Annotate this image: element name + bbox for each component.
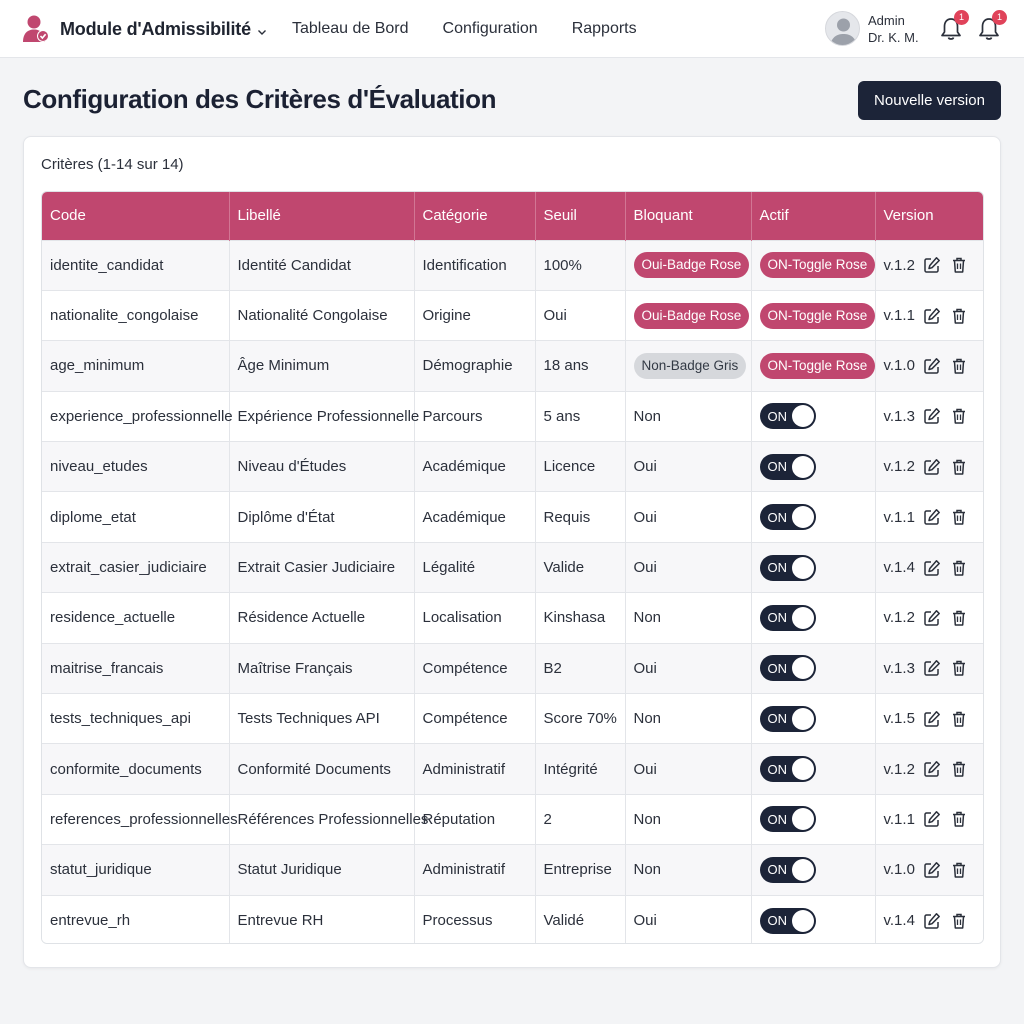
version-value: v.1.4 xyxy=(883,559,915,577)
trash-icon[interactable] xyxy=(950,307,968,325)
cell-blocking xyxy=(625,845,751,895)
cell-code: tests_techniques_api xyxy=(42,694,229,744)
trash-icon[interactable] xyxy=(950,710,968,728)
toggle-knob xyxy=(792,910,814,932)
main-nav xyxy=(292,0,671,58)
cell-version xyxy=(875,542,984,592)
active-toggle-label: ON xyxy=(767,509,787,525)
user-role: Admin xyxy=(868,12,905,28)
user-info xyxy=(868,12,919,46)
cell-blocking xyxy=(625,492,751,542)
cell-label: Entrevue RH xyxy=(229,895,414,944)
user-menu[interactable] xyxy=(825,11,919,46)
edit-icon[interactable] xyxy=(923,508,941,526)
criteria-count-caption: Critères (1-14 sur 14) xyxy=(41,156,184,173)
trash-icon[interactable] xyxy=(950,609,968,627)
active-toggle-label: ON xyxy=(767,610,787,626)
version-value: v.1.1 xyxy=(883,307,915,325)
cell-version xyxy=(875,442,984,492)
version-value: v.1.1 xyxy=(883,810,915,828)
cell-blocking xyxy=(625,744,751,794)
cell-threshold: Score 70% xyxy=(535,694,625,744)
edit-icon[interactable] xyxy=(923,559,941,577)
blocking-value: Non xyxy=(633,710,662,728)
table-row[interactable] xyxy=(42,341,984,391)
cell-code: maitrise_francais xyxy=(42,643,229,693)
active-toggle[interactable] xyxy=(760,605,816,631)
cell-active xyxy=(751,542,875,592)
table-header xyxy=(42,192,984,240)
active-toggle[interactable] xyxy=(760,908,816,934)
version-value: v.1.3 xyxy=(883,407,915,425)
cell-version xyxy=(875,240,984,290)
cell-label: Statut Juridique xyxy=(229,845,414,895)
active-toggle[interactable] xyxy=(760,504,816,530)
cell-threshold: Kinshasa xyxy=(535,593,625,643)
cell-version xyxy=(875,845,984,895)
brand[interactable] xyxy=(22,13,267,45)
cell-active xyxy=(751,845,875,895)
active-toggle-label: ON xyxy=(767,459,787,475)
cell-version xyxy=(875,694,984,744)
edit-icon[interactable] xyxy=(923,357,941,375)
cell-version xyxy=(875,341,984,391)
cell-category: Réputation xyxy=(414,794,535,844)
active-toggle-label: ON xyxy=(767,761,787,777)
trash-icon[interactable] xyxy=(950,861,968,879)
cell-blocking xyxy=(625,542,751,592)
cell-threshold: B2 xyxy=(535,643,625,693)
cell-blocking xyxy=(625,794,751,844)
cell-category: Localisation xyxy=(414,593,535,643)
toggle-knob xyxy=(792,859,814,881)
column-header-category[interactable]: Catégorie xyxy=(414,192,535,240)
active-toggle-label: ON xyxy=(767,913,787,929)
alert-count-badge: 1 xyxy=(992,10,1007,25)
cell-code: niveau_etudes xyxy=(42,442,229,492)
cell-category: Administratif xyxy=(414,744,535,794)
cell-code: identite_candidat xyxy=(42,240,229,290)
toggle-knob xyxy=(792,405,814,427)
trash-icon[interactable] xyxy=(950,357,968,375)
cell-threshold: Entreprise xyxy=(535,845,625,895)
cell-category: Identification xyxy=(414,240,535,290)
edit-icon[interactable] xyxy=(923,760,941,778)
cell-version xyxy=(875,492,984,542)
table-row[interactable] xyxy=(42,391,984,441)
cell-category: Compétence xyxy=(414,643,535,693)
active-toggle[interactable]: ON-Toggle Rose xyxy=(760,353,876,379)
active-toggle-label: ON xyxy=(767,660,787,676)
table-row[interactable] xyxy=(42,593,984,643)
column-header-active[interactable]: Actif xyxy=(751,192,875,240)
active-toggle[interactable] xyxy=(760,403,816,429)
criteria-table-wrapper xyxy=(41,191,984,944)
cell-category: Démographie xyxy=(414,341,535,391)
edit-icon[interactable] xyxy=(923,710,941,728)
cell-version xyxy=(875,290,984,340)
trash-icon[interactable] xyxy=(950,407,968,425)
app-title: Module d'Admissibilité xyxy=(60,18,251,39)
cell-blocking xyxy=(625,240,751,290)
cell-label: Résidence Actuelle xyxy=(229,593,414,643)
column-header-label[interactable]: Libellé xyxy=(229,192,414,240)
blocking-badge[interactable]: Oui-Badge Rose xyxy=(634,303,750,329)
version-value: v.1.2 xyxy=(883,609,915,627)
edit-icon[interactable] xyxy=(923,407,941,425)
active-toggle-label: ON xyxy=(767,560,787,576)
trash-icon[interactable] xyxy=(950,458,968,476)
column-header-code[interactable]: Code xyxy=(42,192,229,240)
cell-active xyxy=(751,391,875,441)
version-value: v.1.2 xyxy=(883,256,915,274)
cell-code: references_professionnelles xyxy=(42,794,229,844)
active-toggle[interactable] xyxy=(760,756,816,782)
trash-icon[interactable] xyxy=(950,760,968,778)
version-value: v.1.3 xyxy=(883,659,915,677)
cell-label: Identité Candidat xyxy=(229,240,414,290)
toggle-knob xyxy=(792,607,814,629)
cell-active xyxy=(751,341,875,391)
version-value: v.1.2 xyxy=(883,458,915,476)
table-row[interactable] xyxy=(42,542,984,592)
toggle-knob xyxy=(792,456,814,478)
blocking-value: Oui xyxy=(633,760,657,778)
cell-code: experience_professionnelle xyxy=(42,391,229,441)
cell-label: Âge Minimum xyxy=(229,341,414,391)
cell-category: Processus xyxy=(414,895,535,944)
cell-label: Niveau d'Études xyxy=(229,442,414,492)
active-toggle-label: ON xyxy=(767,711,787,727)
top-navbar xyxy=(0,0,1024,58)
blocking-value: Oui xyxy=(633,508,657,526)
chevron-down-icon[interactable] xyxy=(257,24,267,34)
cell-active xyxy=(751,290,875,340)
cell-version xyxy=(875,391,984,441)
column-header-blocking[interactable]: Bloquant xyxy=(625,192,751,240)
new-version-button[interactable]: Nouvelle version xyxy=(858,81,1001,120)
toggle-knob xyxy=(792,708,814,730)
edit-icon[interactable] xyxy=(923,861,941,879)
edit-icon[interactable] xyxy=(923,256,941,274)
cell-threshold: 5 ans xyxy=(535,391,625,441)
active-toggle[interactable] xyxy=(760,655,816,681)
column-header-version[interactable]: Version xyxy=(875,192,984,240)
active-toggle-label: ON xyxy=(767,811,787,827)
nav-item-configuration[interactable]: Configuration xyxy=(442,20,538,37)
active-toggle[interactable] xyxy=(760,555,816,581)
cell-active xyxy=(751,694,875,744)
version-value: v.1.1 xyxy=(883,508,915,526)
cell-threshold: Oui xyxy=(535,290,625,340)
cell-label: Expérience Professionnelle xyxy=(229,391,414,441)
table-row[interactable] xyxy=(42,794,984,844)
version-value: v.1.4 xyxy=(883,912,915,930)
cell-label: Extrait Casier Judiciaire xyxy=(229,542,414,592)
cell-active xyxy=(751,794,875,844)
cell-blocking xyxy=(625,694,751,744)
toggle-knob xyxy=(792,557,814,579)
table-row[interactable] xyxy=(42,240,984,290)
table-row[interactable] xyxy=(42,492,984,542)
user-name: Dr. K. M. xyxy=(868,29,919,45)
cell-active xyxy=(751,643,875,693)
table-row[interactable] xyxy=(42,895,984,944)
cell-active xyxy=(751,492,875,542)
cell-blocking xyxy=(625,895,751,944)
cell-code: conformite_documents xyxy=(42,744,229,794)
page-title: Configuration des Critères d'Évaluation xyxy=(23,84,497,114)
cell-version xyxy=(875,895,984,944)
alerts-bell-icon[interactable] xyxy=(977,12,1002,42)
edit-icon[interactable] xyxy=(923,810,941,828)
active-toggle[interactable]: ON-Toggle Rose xyxy=(760,303,876,329)
active-toggle-label: ON xyxy=(767,408,787,424)
notification-count-badge: 1 xyxy=(954,10,969,25)
cell-version xyxy=(875,794,984,844)
edit-icon[interactable] xyxy=(923,659,941,677)
cell-active xyxy=(751,744,875,794)
cell-label: Références Professionnelles xyxy=(229,794,414,844)
cell-label: Maîtrise Français xyxy=(229,643,414,693)
cell-blocking xyxy=(625,593,751,643)
toggle-knob xyxy=(792,657,814,679)
cell-active xyxy=(751,895,875,944)
active-toggle[interactable] xyxy=(760,706,816,732)
version-value: v.1.2 xyxy=(883,760,915,778)
cell-version xyxy=(875,744,984,794)
avatar[interactable] xyxy=(825,11,860,46)
blocking-value: Oui xyxy=(633,559,657,577)
active-toggle[interactable] xyxy=(760,806,816,832)
cell-category: Origine xyxy=(414,290,535,340)
cell-threshold: 18 ans xyxy=(535,341,625,391)
cell-blocking xyxy=(625,643,751,693)
cell-threshold: 100% xyxy=(535,240,625,290)
cell-code: residence_actuelle xyxy=(42,593,229,643)
cell-blocking xyxy=(625,290,751,340)
cell-category: Académique xyxy=(414,492,535,542)
cell-code: extrait_casier_judiciaire xyxy=(42,542,229,592)
toggle-knob xyxy=(792,506,814,528)
cell-code: entrevue_rh xyxy=(42,895,229,944)
blocking-value: Oui xyxy=(633,458,657,476)
trash-icon[interactable] xyxy=(950,912,968,930)
table-row[interactable] xyxy=(42,442,984,492)
edit-icon[interactable] xyxy=(923,458,941,476)
table-row[interactable] xyxy=(42,744,984,794)
toggle-knob xyxy=(792,758,814,780)
cell-blocking xyxy=(625,341,751,391)
cell-code: age_minimum xyxy=(42,341,229,391)
nav-item-reports[interactable]: Rapports xyxy=(571,20,637,37)
blocking-badge[interactable]: Oui-Badge Rose xyxy=(634,252,750,278)
cell-category: Compétence xyxy=(414,694,535,744)
cell-version xyxy=(875,593,984,643)
active-toggle[interactable]: ON-Toggle Rose xyxy=(760,252,876,278)
nav-item-dashboard[interactable]: Tableau de Bord xyxy=(292,20,409,37)
blocking-badge[interactable]: Non-Badge Gris xyxy=(634,353,747,379)
blocking-value: Non xyxy=(633,609,662,627)
edit-icon[interactable] xyxy=(923,307,941,325)
active-toggle[interactable] xyxy=(760,857,816,883)
trash-icon[interactable] xyxy=(950,256,968,274)
cell-threshold: Licence xyxy=(535,442,625,492)
toggle-knob xyxy=(792,808,814,830)
table-row[interactable] xyxy=(42,290,984,340)
cell-active xyxy=(751,240,875,290)
cell-code: nationalite_congolaise xyxy=(42,290,229,340)
criteria-card xyxy=(23,136,1001,968)
cell-label: Tests Techniques API xyxy=(229,694,414,744)
trash-icon[interactable] xyxy=(950,508,968,526)
table-row[interactable] xyxy=(42,694,984,744)
admissibility-logo-icon xyxy=(22,14,50,44)
blocking-value: Oui xyxy=(633,659,657,677)
cell-threshold: 2 xyxy=(535,794,625,844)
trash-icon[interactable] xyxy=(950,810,968,828)
cell-blocking xyxy=(625,442,751,492)
table-body xyxy=(42,240,984,944)
version-value: v.1.5 xyxy=(883,710,915,728)
edit-icon[interactable] xyxy=(923,912,941,930)
blocking-value: Oui xyxy=(633,912,657,930)
version-value: v.1.0 xyxy=(883,357,915,375)
cell-threshold: Requis xyxy=(535,492,625,542)
trash-icon[interactable] xyxy=(950,559,968,577)
blocking-value: Non xyxy=(633,407,662,425)
active-toggle-label: ON xyxy=(767,862,787,878)
cell-version xyxy=(875,643,984,693)
cell-label: Conformité Documents xyxy=(229,744,414,794)
cell-threshold: Valide xyxy=(535,542,625,592)
cell-threshold: Intégrité xyxy=(535,744,625,794)
active-toggle[interactable] xyxy=(760,454,816,480)
cell-category: Légalité xyxy=(414,542,535,592)
cell-category: Parcours xyxy=(414,391,535,441)
cell-label: Diplôme d'État xyxy=(229,492,414,542)
table-row[interactable] xyxy=(42,845,984,895)
column-header-threshold[interactable]: Seuil xyxy=(535,192,625,240)
cell-active xyxy=(751,442,875,492)
blocking-value: Non xyxy=(633,861,662,879)
cell-blocking xyxy=(625,391,751,441)
cell-active xyxy=(751,593,875,643)
trash-icon[interactable] xyxy=(950,659,968,677)
criteria-table xyxy=(42,192,984,944)
notifications-bell-icon[interactable] xyxy=(939,12,964,42)
edit-icon[interactable] xyxy=(923,609,941,627)
version-value: v.1.0 xyxy=(883,861,915,879)
cell-threshold: Validé xyxy=(535,895,625,944)
cell-category: Académique xyxy=(414,442,535,492)
table-row[interactable] xyxy=(42,643,984,693)
cell-code: statut_juridique xyxy=(42,845,229,895)
cell-label: Nationalité Congolaise xyxy=(229,290,414,340)
cell-code: diplome_etat xyxy=(42,492,229,542)
cell-category: Administratif xyxy=(414,845,535,895)
blocking-value: Non xyxy=(633,810,662,828)
